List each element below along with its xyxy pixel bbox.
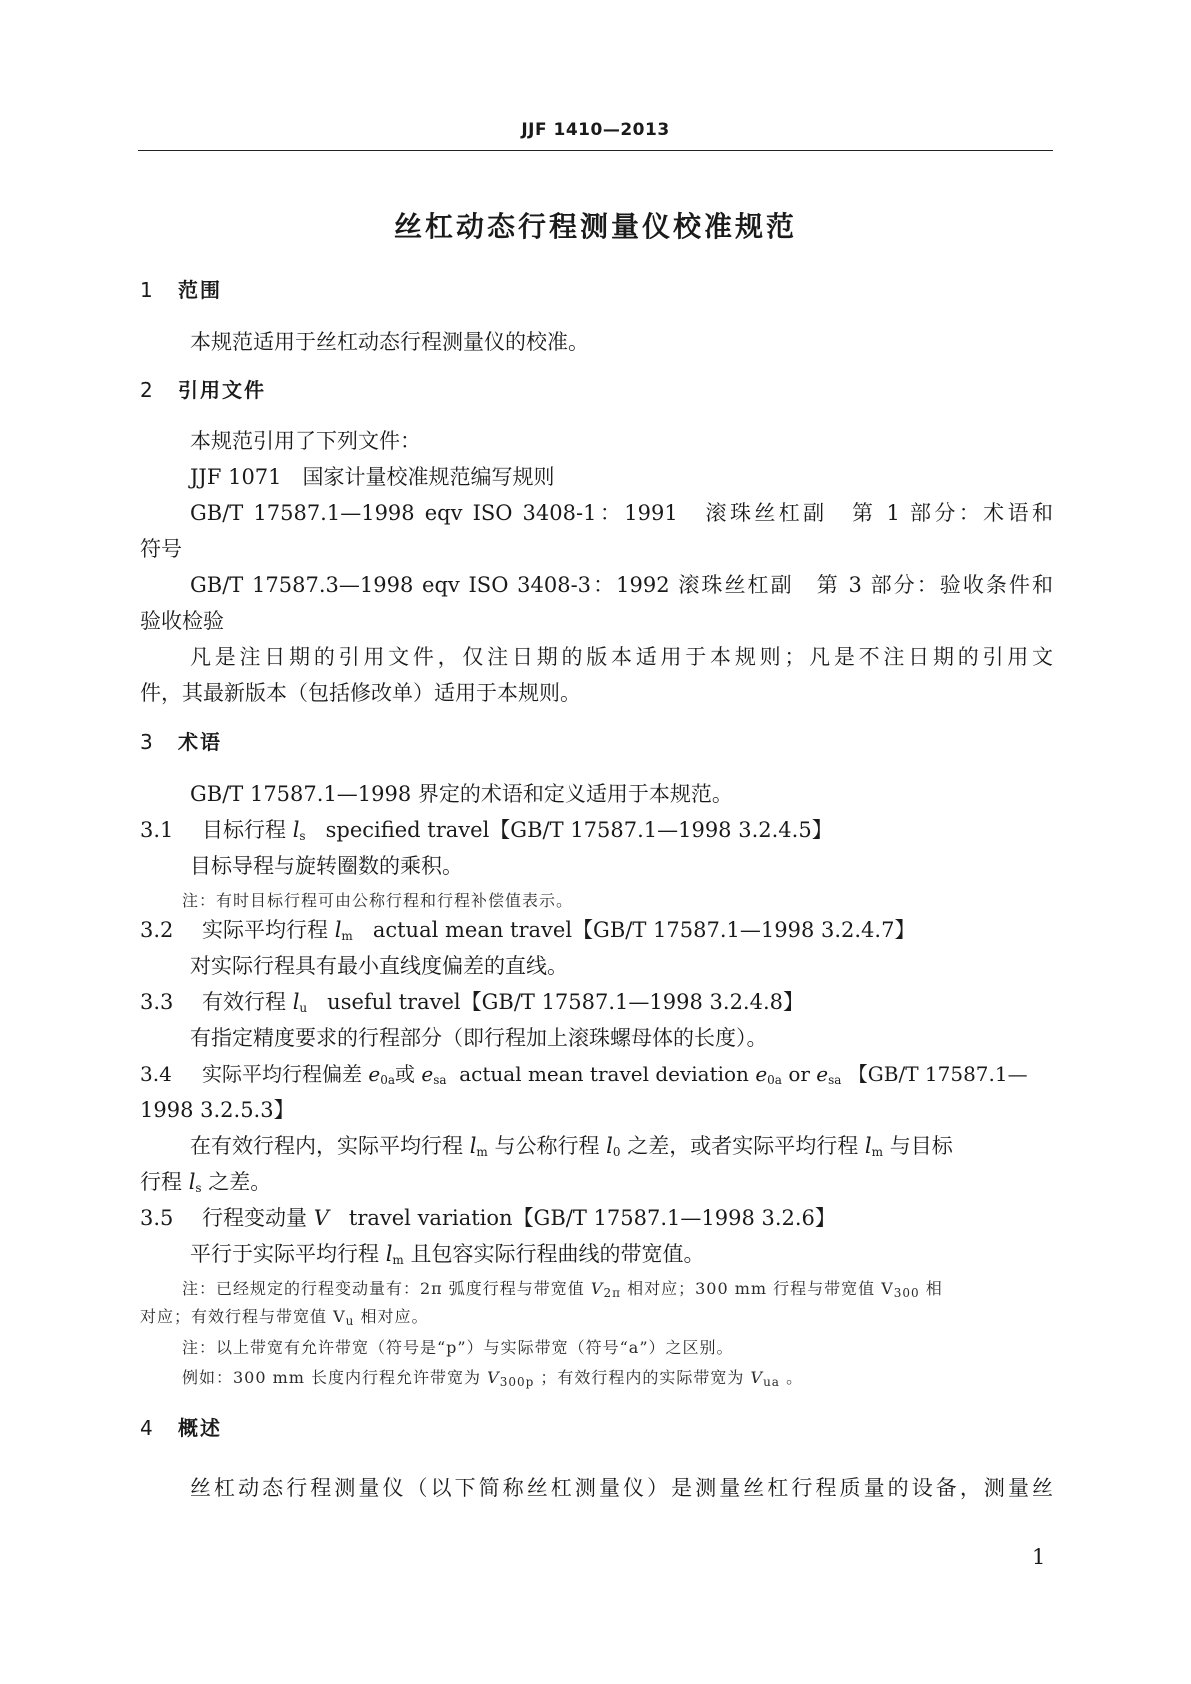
term-or: 或 <box>395 1062 415 1086</box>
reference-item: GB/T 17587.3—1998 eqv ISO 3408-3：1992 滚珠丝杠副 第 3 部分：验收条件和 <box>190 573 1053 597</box>
header-rule <box>138 150 1053 151</box>
def-text: 与公称行程 <box>494 1134 600 1158</box>
term-symbol: e <box>755 1062 768 1086</box>
note-symbol-sub: u <box>345 1314 355 1328</box>
def-text: 行程 <box>140 1170 182 1194</box>
term-en: actual mean travel <box>372 918 573 942</box>
paragraph: GB/T 17587.1—1998 界定的术语和定义适用于本规范。 <box>190 782 733 806</box>
term-ref: 【GB/T 17587.1—1998 3.2.6】 <box>512 1206 836 1230</box>
term-symbol-sub: sa <box>433 1073 447 1087</box>
section-title: 范围 <box>178 278 222 302</box>
document-title: 丝杠动态行程测量仪校准规范 <box>393 210 797 243</box>
section-2-heading <box>140 372 266 408</box>
term-symbol: l <box>292 990 300 1014</box>
term-note: 注：有时目标行程可由公称行程和行程补偿值表示。 <box>182 891 574 910</box>
term-en: specified travel <box>325 818 490 842</box>
note-text: 。 <box>786 1368 804 1387</box>
reference-item: GB/T 17587.1—1998 eqv ISO 3408-1：1991 滚珠丝杠副 第 1 部分：术语和 <box>190 501 1053 525</box>
section-title: 概述 <box>178 1416 222 1440</box>
term-symbol: e <box>368 1062 381 1086</box>
term-ref: 【GB/T 17587.1—1998 3.2.4.7】 <box>572 918 916 942</box>
term-definition <box>190 1128 953 1170</box>
def-text: 之差，或者实际平均行程 <box>627 1134 859 1158</box>
section-number: 2 <box>140 378 153 402</box>
term-symbol: l <box>334 918 342 942</box>
def-symbol: l <box>864 1134 872 1158</box>
note-symbol: V <box>487 1368 500 1387</box>
section-number: 4 <box>140 1416 153 1440</box>
def-text: 之差。 <box>208 1170 272 1194</box>
term-or-en: or <box>788 1062 810 1086</box>
note-symbol-sub: 300p <box>499 1375 535 1389</box>
paragraph: 本规范适用于丝杠动态行程测量仪的校准。 <box>190 330 589 354</box>
term-definition: 有指定精度要求的行程部分（即行程加上滚珠螺母体的长度）。 <box>190 1026 768 1050</box>
note-text: ；有效行程内的实际带宽为 <box>540 1368 745 1387</box>
paragraph: 丝杠动态行程测量仪（以下简称丝杠测量仪）是测量丝杠行程质量的设备，测量丝 <box>190 1476 1053 1500</box>
section-4-heading <box>140 1410 222 1446</box>
section-title: 术语 <box>178 730 222 754</box>
def-symbol: l <box>385 1242 393 1266</box>
def-symbol-sub: m <box>871 1145 884 1159</box>
note-symbol-sub: 300 <box>893 1286 920 1300</box>
reference-item-cont: 符号 <box>140 537 182 561</box>
paragraph: 本规范引用了下列文件： <box>190 429 421 453</box>
term-3-5 <box>140 1200 836 1236</box>
reference-item-cont: 验收检验 <box>140 609 224 633</box>
term-zh: 行程变动量 <box>202 1206 307 1230</box>
section-3-heading <box>140 724 222 760</box>
term-zh: 实际平均行程偏差 <box>202 1062 362 1086</box>
note-symbol: V <box>750 1368 764 1387</box>
term-en: travel variation <box>348 1206 513 1230</box>
term-number: 3.1 <box>140 818 174 842</box>
term-definition: 对实际行程具有最小直线度偏差的直线。 <box>190 954 568 978</box>
reference-item: JJF 1071 国家计量校准规范编写规则 <box>190 465 555 489</box>
term-ref: 【GB/T 17587.1—1998 3.2.4.5】 <box>489 818 833 842</box>
term-definition: 目标导程与旋转圈数的乘积。 <box>190 854 463 878</box>
def-symbol: l <box>606 1134 613 1158</box>
section-1-heading <box>140 272 222 308</box>
note-text: 相对应。 <box>360 1307 429 1326</box>
term-symbol-sub: 0a <box>767 1073 782 1087</box>
term-zh: 目标行程 <box>202 818 286 842</box>
def-symbol: l <box>469 1134 477 1158</box>
term-ref: 【GB/T 17587.1—1998 3.2.4.8】 <box>460 990 805 1014</box>
note-symbol: V <box>590 1279 604 1298</box>
term-number: 3.2 <box>140 918 174 942</box>
term-number: 3.4 <box>140 1062 172 1086</box>
term-number: 3.3 <box>140 990 174 1014</box>
def-symbol-sub: 0 <box>612 1145 621 1159</box>
def-symbol-sub: s <box>195 1181 202 1195</box>
note-text: 对应；有效行程与带宽值 V <box>140 1307 346 1326</box>
def-text: 与目标 <box>889 1134 953 1158</box>
term-symbol: V <box>313 1206 329 1230</box>
def-symbol-sub: m <box>476 1145 488 1159</box>
note-text: 例如：300 mm 长度内行程允许带宽为 <box>182 1368 482 1387</box>
term-symbol-sub: s <box>299 829 306 843</box>
standard-code-header: JJF 1410—2013 <box>521 120 670 140</box>
def-text: 且包容实际行程曲线的带宽值。 <box>410 1242 705 1266</box>
term-symbol-sub: u <box>299 1001 308 1015</box>
term-ref-cont: 1998 3.2.5.3】 <box>140 1098 295 1122</box>
def-text: 平行于实际平均行程 <box>190 1242 379 1266</box>
section-title: 引用文件 <box>178 378 266 402</box>
def-symbol: l <box>188 1170 196 1194</box>
term-en: actual mean travel deviation <box>459 1062 749 1086</box>
term-en: useful travel <box>327 990 461 1014</box>
term-zh: 有效行程 <box>202 990 286 1014</box>
term-number: 3.5 <box>140 1206 174 1230</box>
paragraph-cont: 件，其最新版本（包括修改单）适用于本规则。 <box>140 681 581 705</box>
note-text: 相对应；300 mm 行程与带宽值 V <box>627 1279 894 1298</box>
paragraph: 凡是注日期的引用文件，仅注日期的版本适用于本规则；凡是不注日期的引用文 <box>190 645 1053 669</box>
term-ref: 【GB/T 17587.1— <box>847 1062 1028 1086</box>
note-text: 相 <box>925 1279 943 1298</box>
term-symbol: e <box>816 1062 829 1086</box>
term-symbol: l <box>292 818 300 842</box>
note-text: 注：已经规定的行程变动量有：2π 弧度行程与带宽值 <box>182 1279 585 1298</box>
def-symbol-sub: m <box>392 1253 404 1267</box>
term-symbol-sub: sa <box>828 1073 842 1087</box>
term-example <box>182 1360 803 1400</box>
term-symbol-sub: 0a <box>380 1073 395 1087</box>
section-number: 3 <box>140 730 153 754</box>
def-text: 在有效行程内，实际平均行程 <box>190 1134 463 1158</box>
term-symbol-sub: m <box>341 929 353 943</box>
page-number: 1 <box>1032 1545 1046 1569</box>
note-symbol-sub: 2π <box>603 1286 621 1300</box>
term-symbol: e <box>421 1062 434 1086</box>
term-zh: 实际平均行程 <box>202 918 328 942</box>
note-symbol-sub: ua <box>763 1375 780 1389</box>
section-number: 1 <box>140 278 153 302</box>
term-note: 注：以上带宽有允许带宽（符号是“p”）与实际带宽（符号“a”）之区别。 <box>182 1338 734 1357</box>
